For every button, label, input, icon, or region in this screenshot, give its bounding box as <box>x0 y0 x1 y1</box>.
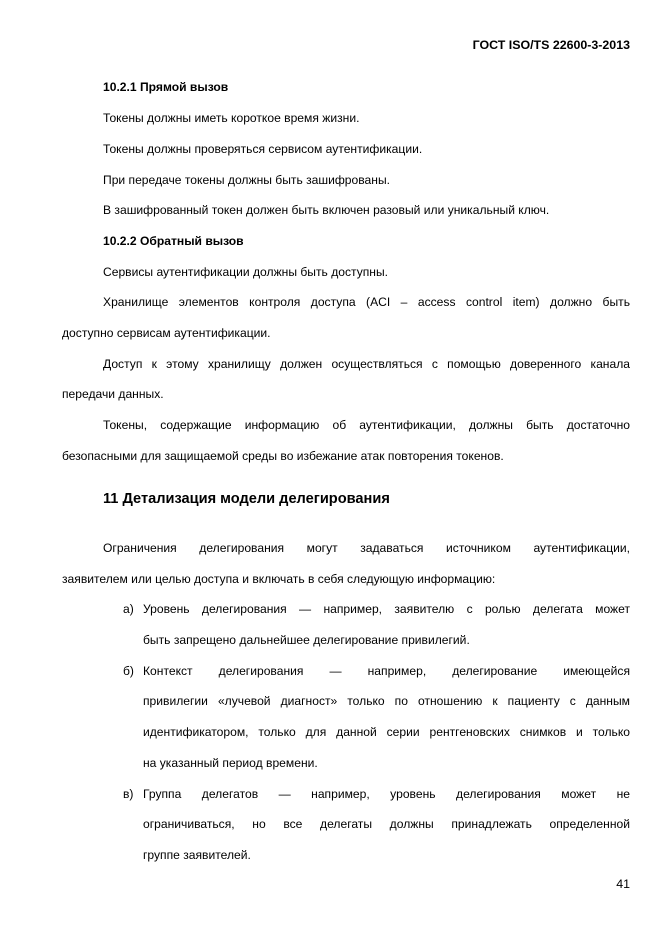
paragraph-line: Токены, содержащие информацию об аутентификации, должны быть достаточно <box>103 418 630 432</box>
list-item-line: на указанный период времени. <box>143 756 318 770</box>
paragraph: Сервисы аутентификации должны быть доступны. <box>103 265 389 279</box>
page-number: 41 <box>616 877 630 891</box>
paragraph: В зашифрованный токен должен быть включен разовый или уникальный ключ. <box>103 203 550 217</box>
section-11-title: 11 Детализация модели делегирования <box>103 491 390 507</box>
list-item-line: Контекст делегирования — например, делегирование имеющейся <box>143 664 630 678</box>
paragraph-line: передачи данных. <box>62 387 164 401</box>
list-item-line: Группа делегатов — например, уровень делегирования может не <box>143 787 630 801</box>
paragraph: Токены должны проверяться сервисом аутентификации. <box>103 142 423 156</box>
paragraph-line: Хранилище элементов контроля доступа (ACI – access control item) должно быть <box>103 295 630 309</box>
list-item-line: идентификатором, только для данной серии рентгеновских снимков и только <box>143 725 630 739</box>
list-item-line: привилегии «лучевой диагност» только по отношению к пациенту с данным <box>143 694 630 708</box>
paragraph-line: безопасными для защищаемой среды во избежание атак повторения токенов. <box>62 449 504 463</box>
list-item-line: Уровень делегирования — например, заявителю с ролью делегата может <box>143 602 630 616</box>
list-marker: а) <box>123 602 134 616</box>
list-marker: б) <box>123 664 134 678</box>
heading-10-2-1: 10.2.1 Прямой вызов <box>103 80 229 94</box>
paragraph-line: доступно сервисам аутентификации. <box>62 326 271 340</box>
paragraph: Токены должны иметь короткое время жизни. <box>103 111 360 125</box>
paragraph-line: заявителем или целью доступа и включать в себя следующую информацию: <box>62 572 496 586</box>
list-item-line: группе заявителей. <box>143 848 251 862</box>
list-item-line: быть запрещено дальнейшее делегирование привилегий. <box>143 633 470 647</box>
heading-10-2-2: 10.2.2 Обратный вызов <box>103 234 244 248</box>
list-item-line: ограничиваться, но все делегаты должны принадлежать определенной <box>143 817 630 831</box>
paragraph: При передаче токены должны быть зашифрованы. <box>103 173 391 187</box>
paragraph-line: Ограничения делегирования могут задаваться источником аутентификации, <box>103 541 630 555</box>
list-marker: в) <box>123 787 134 801</box>
paragraph-line: Доступ к этому хранилищу должен осуществляться с помощью доверенного канала <box>103 357 630 371</box>
document-code-header: ГОСТ ISO/TS 22600-3-2013 <box>472 38 630 52</box>
